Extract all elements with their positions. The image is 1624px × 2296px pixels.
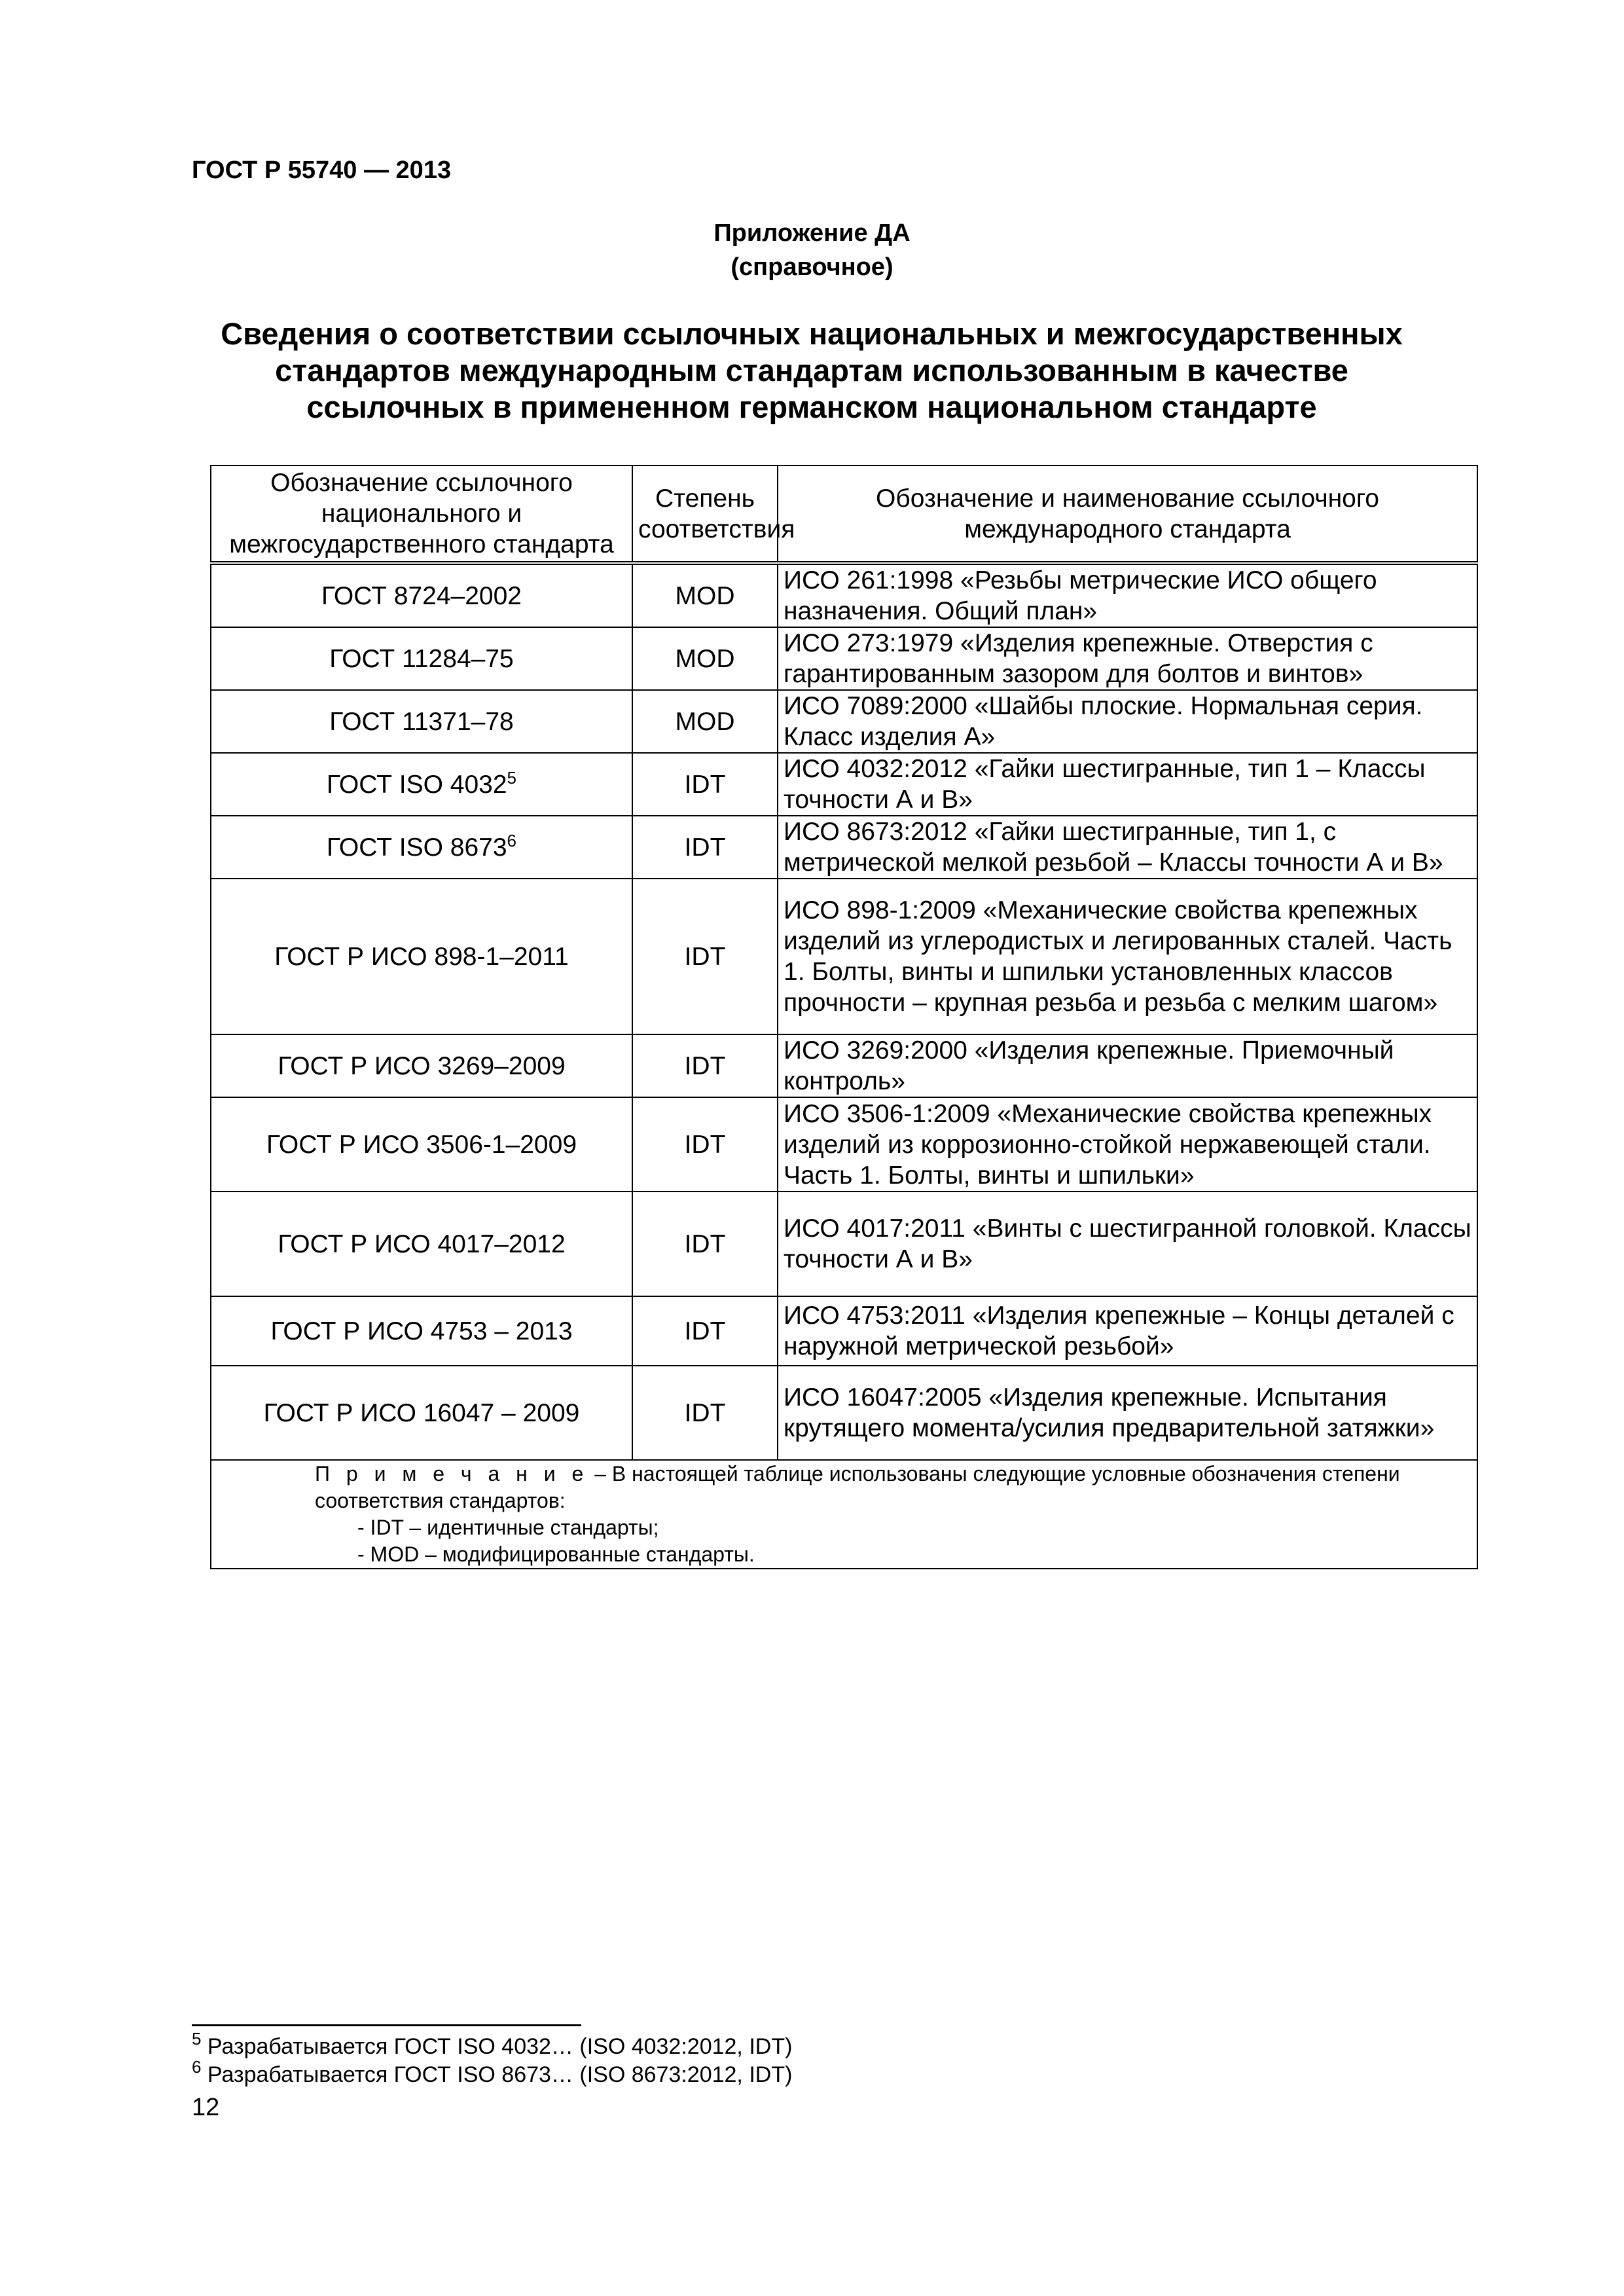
appendix-heading [0, 216, 1624, 284]
gost-designation-cell [211, 816, 632, 879]
gost-designation: ГОСТ Р ИСО 3269–2009 [278, 1051, 566, 1080]
table-header-row [211, 465, 1477, 563]
table-row [211, 1296, 1477, 1366]
iso-standard-cell: ИСО 273:1979 «Изделия крепежные. Отверстия с гарантированным зазором для болтов и винтов» [778, 627, 1477, 690]
table-row [211, 1366, 1477, 1460]
degree-cell: IDT [632, 879, 778, 1034]
table-row [211, 879, 1477, 1034]
table-row [211, 816, 1477, 879]
degree-cell: IDT [632, 1034, 778, 1097]
gost-designation-cell [211, 690, 632, 753]
appendix-label: Приложение ДА [713, 219, 911, 247]
iso-standard-cell: ИСО 3269:2000 «Изделия крепежные. Приемочный контроль» [778, 1034, 1477, 1097]
note-text: – В настоящей таблице использованы следующие условные обозначения степени соответствия стандартов: [315, 1462, 1400, 1512]
gost-designation-cell [211, 879, 632, 1034]
gost-designation-cell [211, 1192, 632, 1296]
gost-designation-cell [211, 627, 632, 690]
note-item: - IDT – идентичные стандарты; [357, 1516, 659, 1539]
degree-cell: IDT [632, 1192, 778, 1296]
gost-designation: ГОСТ Р ИСО 16047 – 2009 [263, 1398, 580, 1427]
degree-cell: MOD [632, 690, 778, 753]
footnote [192, 2029, 793, 2061]
footnote-number: 5 [192, 2029, 202, 2049]
gost-designation: ГОСТ 11284–75 [329, 644, 514, 673]
gost-designation: ГОСТ Р ИСО 4753 – 2013 [270, 1317, 573, 1345]
degree-cell: IDT [632, 1366, 778, 1460]
gost-designation: ГОСТ 8724–2002 [321, 581, 522, 610]
note-row [211, 1460, 1477, 1569]
footnotes [192, 2029, 793, 2089]
iso-standard-cell: ИСО 4753:2011 «Изделия крепежные – Концы деталей с наружной метрической резьбой» [778, 1296, 1477, 1366]
appendix-kind: (справочное) [731, 253, 893, 281]
degree-cell: IDT [632, 1097, 778, 1192]
table-note [211, 1460, 1477, 1569]
table-row [211, 1192, 1477, 1296]
iso-standard-cell: ИСО 8673:2012 «Гайки шестигранные, тип 1, с метрической мелкой резьбой – Классы точности А и В» [778, 816, 1477, 879]
table-row [211, 627, 1477, 690]
table-row [211, 690, 1477, 753]
iso-standard-cell: ИСО 261:1998 «Резьбы метрические ИСО общего назначения. Общий план» [778, 563, 1477, 627]
table-row [211, 563, 1477, 627]
gost-designation: ГОСТ Р ИСО 898-1–2011 [274, 942, 569, 971]
note-label: П р и м е ч а н и е [315, 1462, 589, 1485]
gost-designation: ГОСТ Р ИСО 4017–2012 [278, 1230, 566, 1258]
footnote-rule [192, 2024, 581, 2026]
gost-designation-cell [211, 1296, 632, 1366]
footnote-ref: 5 [507, 767, 517, 788]
gost-designation: ГОСТ ISO 8673 [326, 833, 507, 862]
iso-standard-cell: ИСО 3506-1:2009 «Механические свойства крепежных изделий из коррозионно-стойкой нержавеющей стали. Часть 1. Болты, винты и шпильки» [778, 1097, 1477, 1192]
standards-table [210, 465, 1478, 1569]
iso-standard-cell: ИСО 7089:2000 «Шайбы плоские. Нормальная серия. Класс изделия А» [778, 690, 1477, 753]
gost-designation-cell [211, 1366, 632, 1460]
degree-cell: IDT [632, 1296, 778, 1366]
document-code: ГОСТ Р 55740 — 2013 [192, 156, 452, 184]
column-header-gost: Обозначение ссылочного национального и межгосударственного стандарта [211, 465, 632, 563]
iso-standard-cell: ИСО 16047:2005 «Изделия крепежные. Испытания крутящего момента/усилия предварительной затяжки» [778, 1366, 1477, 1460]
iso-standard-cell: ИСО 898-1:2009 «Механические свойства крепежных изделий из углеродистых и легированных сталей. Часть 1. Болты, винты и шпильки установленных классов прочности – крупная резьба и резьба с мелким шагом» [778, 879, 1477, 1034]
column-header-iso: Обозначение и наименование ссылочного международного стандарта [778, 465, 1477, 563]
iso-standard-cell: ИСО 4017:2011 «Винты с шестигранной головкой. Классы точности А и В» [778, 1192, 1477, 1296]
note-item: - MOD – модифицированные стандарты. [357, 1542, 755, 1566]
footnote-text: Разрабатывается ГОСТ ISO 8673… (ISO 8673:2012, IDT) [201, 2062, 793, 2087]
footnote-ref: 6 [507, 830, 517, 850]
iso-standard-cell: ИСО 4032:2012 «Гайки шестигранные, тип 1 – Классы точности А и В» [778, 753, 1477, 816]
footnote-text: Разрабатывается ГОСТ ISO 4032… (ISO 4032:2012, IDT) [201, 2034, 793, 2059]
footnote [192, 2057, 793, 2089]
degree-cell: IDT [632, 816, 778, 879]
table-row [211, 753, 1477, 816]
table-row [211, 1097, 1477, 1192]
gost-designation: ГОСТ ISO 4032 [326, 770, 507, 799]
page-number: 12 [192, 2094, 220, 2121]
gost-designation: ГОСТ 11371–78 [329, 707, 514, 736]
gost-designation-cell [211, 1034, 632, 1097]
appendix-title: Сведения о соответствии ссылочных национальных и межгосударственных стандартов международным стандартам использованным в качестве ссылочных в примененном германском национальном стандарте [221, 316, 1403, 424]
degree-cell: MOD [632, 627, 778, 690]
degree-cell: MOD [632, 563, 778, 627]
footnote-number: 6 [192, 2057, 202, 2077]
table-row [211, 1034, 1477, 1097]
gost-designation-cell [211, 563, 632, 627]
degree-cell: IDT [632, 753, 778, 816]
gost-designation-cell [211, 753, 632, 816]
gost-designation: ГОСТ Р ИСО 3506-1–2009 [266, 1130, 577, 1159]
column-header-degree: Степень соответствия [632, 465, 778, 563]
gost-designation-cell [211, 1097, 632, 1192]
